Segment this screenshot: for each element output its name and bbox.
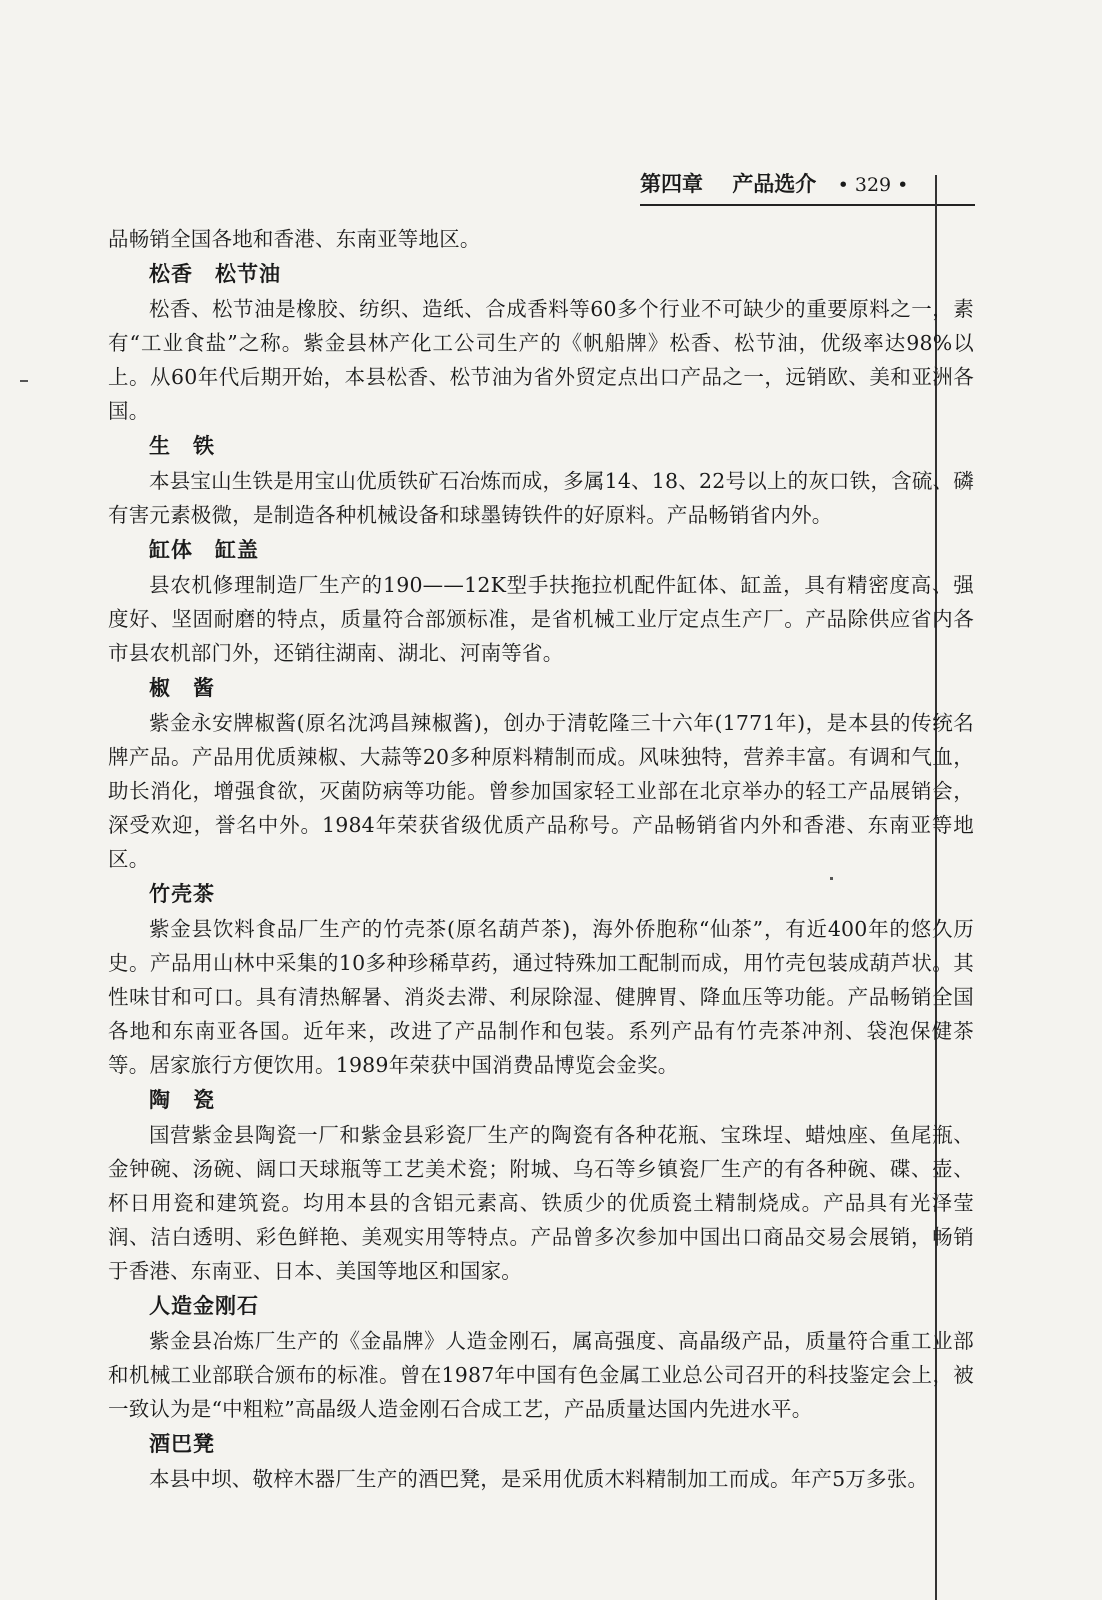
chapter-title: 产品选介 xyxy=(732,171,817,196)
page-body xyxy=(108,222,974,1496)
chapter-label: 第四章 xyxy=(640,171,703,196)
section-heading: 松香 松节油 xyxy=(149,261,281,286)
paragraph: 松香、松节油是橡胶、纺织、造纸、合成香料等60多个行业不可缺少的重要原料之一，素有“工业食盐”之称。紫金县林产化工公司生产的《帆船牌》松香、松节油，优级率达98%以上。从60年代后期开始，本县松香、松节油为省外贸定点出口产品之一，远销欧、美和亚洲各国。 xyxy=(108,297,974,423)
section-heading: 生 铁 xyxy=(149,433,215,458)
section-heading: 缸体 缸盖 xyxy=(149,537,259,562)
paragraph: 国营紫金县陶瓷一厂和紫金县彩瓷厂生产的陶瓷有各种花瓶、宝珠埕、蜡烛座、鱼尾瓶、金钟碗、汤碗、阔口天球瓶等工艺美术瓷；附城、乌石等乡镇瓷厂生产的有各种碗、碟、壶、杯日用瓷和建筑瓷。均用本县的含铝元素高、铁质少的优质瓷土精制烧成。产品具有光泽莹润、洁白透明、彩色鲜艳、美观实用等特点。产品曾多次参加中国出口商品交易会展销，畅销于香港、东南亚、日本、美国等地区和国家。 xyxy=(108,1123,974,1283)
section-heading: 酒巴凳 xyxy=(149,1431,215,1456)
paragraph: 本县宝山生铁是用宝山优质铁矿石冶炼而成，多属14、18、22号以上的灰口铁，含硫、磷有害元素极微，是制造各种机械设备和球墨铸铁件的好原料。产品畅销省内外。 xyxy=(108,469,974,527)
section-heading: 人造金刚石 xyxy=(149,1293,259,1318)
paragraph: 紫金永安牌椒酱(原名沈鸿昌辣椒酱)，创办于清乾隆三十六年(1771年)，是本县的传统名牌产品。产品用优质辣椒、大蒜等20多种原料精制而成。风味独特，营养丰富。有调和气血，助长消化，增强食欲，灭菌防病等功能。曾参加国家轻工业部在北京举办的轻工产品展销会，深受欢迎，誉名中外。1984年荣获省级优质产品称号。产品畅销省内外和香港、东南亚等地区。 xyxy=(108,711,974,871)
paragraph: 紫金县冶炼厂生产的《金晶牌》人造金刚石，属高强度、高晶级产品，质量符合重工业部和机械工业部联合颁布的标准。曾在1987年中国有色金属工业总公司召开的科技鉴定会上，被一致认为是“中粗粒”高晶级人造金刚石合成工艺，产品质量达国内先进水平。 xyxy=(108,1329,974,1421)
running-header xyxy=(640,168,975,206)
paragraph: 品畅销全国各地和香港、东南亚等地区。 xyxy=(108,227,481,251)
section-heading: 陶 瓷 xyxy=(149,1087,215,1112)
scan-speck xyxy=(20,380,28,382)
section-heading: 椒 酱 xyxy=(149,675,215,700)
paragraph: 本县中坝、敬梓木器厂生产的酒巴凳，是采用优质木料精制加工而成。年产5万多张。 xyxy=(149,1467,929,1491)
paragraph: 县农机修理制造厂生产的190——12K型手扶拖拉机配件缸体、缸盖，具有精密度高、强度好、坚固耐磨的特点，质量符合部颁标准，是省机械工业厅定点生产厂。产品除供应省内各市县农机部门外，还销往湖南、湖北、河南等省。 xyxy=(108,573,974,665)
section-heading: 竹壳茶 xyxy=(149,881,215,906)
page-number: • 329 • xyxy=(837,174,909,196)
paragraph: 紫金县饮料食品厂生产的竹壳茶(原名葫芦茶)，海外侨胞称“仙茶”，有近400年的悠久历史。产品用山林中采集的10多种珍稀草药，通过特殊加工配制而成，用竹壳包装成葫芦状。其性味甘和可口。具有清热解暑、消炎去滞、利尿除湿、健脾胃、降血压等功能。产品畅销全国各地和东南亚各国。近年来，改进了产品制作和包装。系列产品有竹壳茶冲剂、袋泡保健茶等。居家旅行方便饮用。1989年荣获中国消费品博览会金奖。 xyxy=(108,917,974,1077)
